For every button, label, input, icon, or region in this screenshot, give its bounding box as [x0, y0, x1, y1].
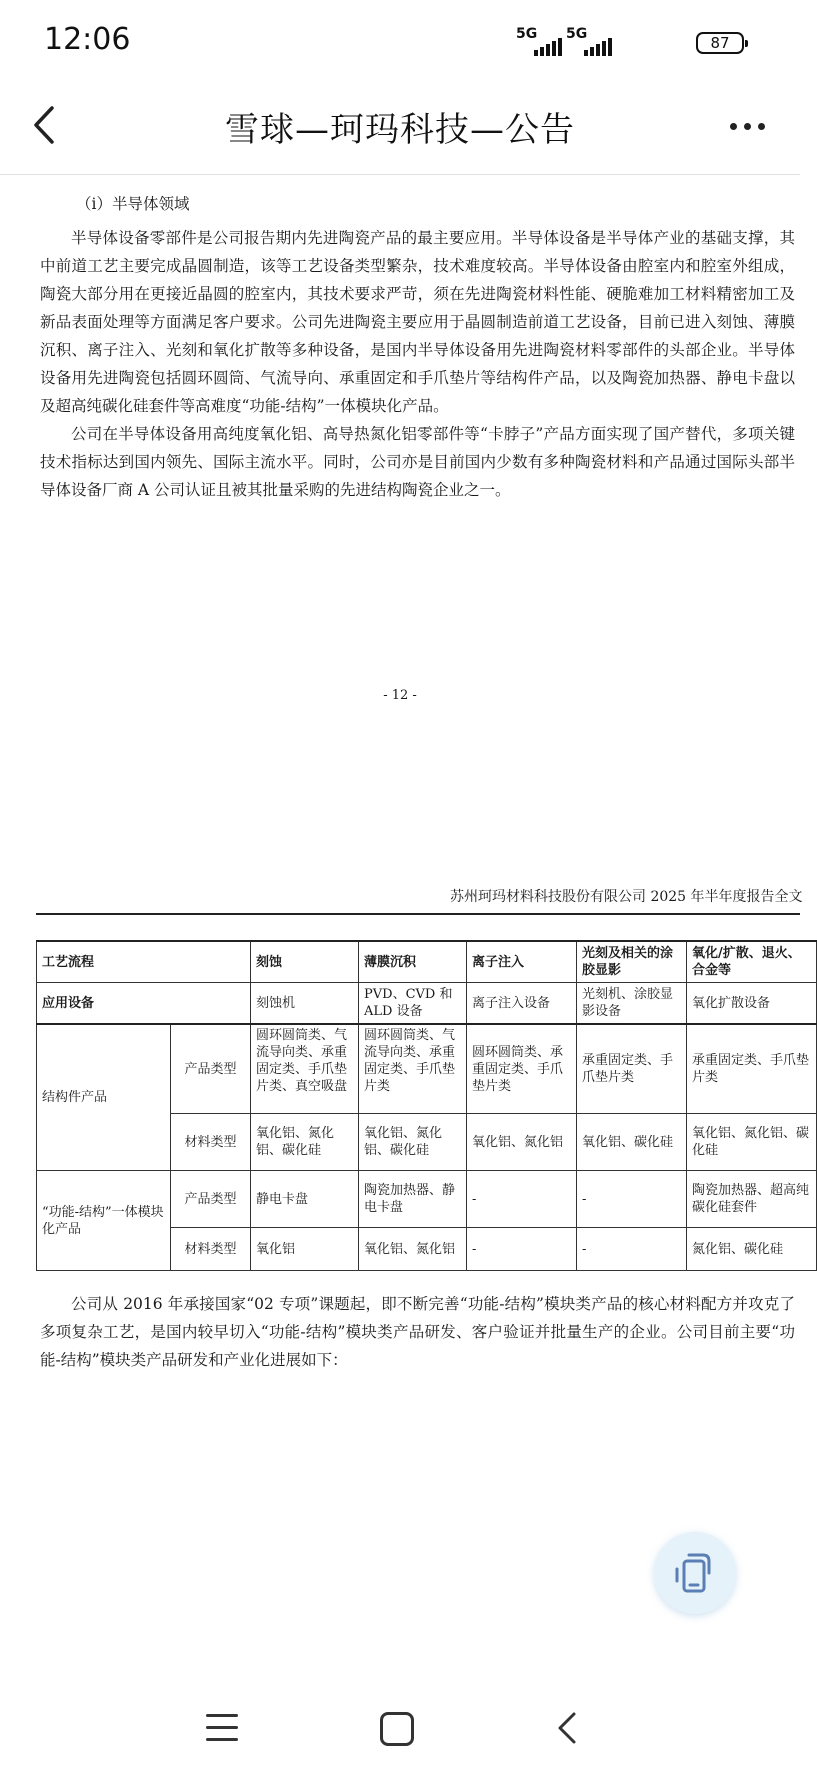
- table-row: [37, 1171, 817, 1228]
- group-label: 结构件产品: [37, 1024, 171, 1171]
- battery-level: 87: [710, 34, 730, 52]
- table-cell: 圆环圆筒类、气流导向类、承重固定类、手爪垫片类、真空吸盘: [251, 1024, 359, 1114]
- section-heading: （i）半导体领域: [76, 195, 190, 213]
- table-cell: 氧化扩散设备: [687, 983, 817, 1025]
- title-bar: [0, 88, 800, 170]
- table-cell: -: [577, 1228, 687, 1271]
- sub-label: 产品类型: [171, 1024, 251, 1114]
- table-header-row: [37, 941, 817, 983]
- title-divider: [0, 174, 800, 175]
- paragraph-3: 公司从 2016 年承接国家“02 专项”课题起，即不断完善“功能-结构”模块类产品的核心材料配方并攻克了多项复杂工艺，是国内较早切入“功能-结构”模块类产品研发、客户验证并批量生产的企业。公司目前主要“功能-结构”模块类产品研发和产业化进展如下：: [40, 1295, 795, 1369]
- header-cell: 工艺流程: [37, 941, 251, 983]
- table-cell: 陶瓷加热器、静电卡盘: [359, 1171, 467, 1228]
- network-type-2: 5G: [566, 26, 588, 42]
- table-row: [37, 1024, 817, 1114]
- header-cell: 刻蚀: [251, 941, 359, 983]
- chevron-left-icon: [552, 1708, 584, 1748]
- more-dots-icon: [730, 123, 737, 130]
- table-cell: -: [467, 1171, 577, 1228]
- table-cell: 氧化铝、氮化铝: [467, 1114, 577, 1171]
- sub-label: 材料类型: [171, 1114, 251, 1171]
- nav-home-button[interactable]: [380, 1712, 414, 1746]
- table-cell: 氧化铝、碳化硅: [577, 1114, 687, 1171]
- signal-1-icon: [516, 28, 564, 56]
- battery-icon: [696, 32, 744, 54]
- table-cell: 圆环圆筒类、承重固定类、手爪垫片类: [467, 1024, 577, 1114]
- report-header-text: 苏州珂玛材料科技股份有限公司 2025 年半年度报告全文: [450, 889, 803, 905]
- table-cell: 氧化铝: [251, 1228, 359, 1271]
- page-title: 雪球—珂玛科技—公告: [225, 110, 575, 150]
- table-cell: 氮化铝、碳化硅: [687, 1228, 817, 1271]
- header-cell: 光刻及相关的涂胶显影: [577, 941, 687, 983]
- process-table: [36, 940, 810, 1257]
- table-cell: -: [467, 1228, 577, 1271]
- nav-back-button[interactable]: [552, 1708, 584, 1748]
- table-cell: 光刻机、涂胶显影设备: [577, 983, 687, 1025]
- header-cell: 离子注入: [467, 941, 577, 983]
- table-cell: PVD、CVD 和 ALD 设备: [359, 983, 467, 1025]
- report-header: [0, 882, 803, 908]
- signal-2-icon: [566, 28, 614, 56]
- table-cell: 离子注入设备: [467, 983, 577, 1025]
- network-type-1: 5G: [516, 26, 538, 42]
- paragraph-1: 半导体设备零部件是公司报告期内先进陶瓷产品的最主要应用。半导体设备是半导体产业的基础支撑，其中前道工艺主要完成晶圆制造，该等工艺设备类型繁杂，技术难度较高。半导体设备由腔室内和腔室外组成，陶瓷大部分用在更接近晶圆的腔室内，其技术要求严苛，须在先进陶瓷材料性能、硬脆难加工材料精密加工及新品表面处理等方面满足客户要求。公司先进陶瓷主要应用于晶圆制造前道工艺设备，目前已进入刻蚀、薄膜沉积、离子注入、光刻和氧化扩散等多种设备，是国内半导体设备用先进陶瓷材料零部件的头部企业。半导体设备用先进陶瓷包括圆环圆筒、气流导向、承重固定和手爪垫片等结构件产品，以及陶瓷加热器、静电卡盘以及超高纯碳化硅套件等高难度“功能-结构”一体模块化产品。: [40, 229, 795, 415]
- table-cell: 氧化铝、氮化铝、碳化硅: [687, 1114, 817, 1171]
- table-cell: 氧化铝、氮化铝: [359, 1228, 467, 1271]
- paragraph-2: 公司在半导体设备用高纯度氧化铝、高导热氮化铝零部件等“卡脖子”产品方面实现了国产替代，多项关键技术指标达到国内领先、国际主流水平。同时，公司亦是目前国内少数有多种陶瓷材料和产品通过国际头部半导体设备厂商 A 公司认证且被其批量采购的先进结构陶瓷企业之一。: [40, 425, 795, 499]
- table-cell: 陶瓷加热器、超高纯碳化硅套件: [687, 1171, 817, 1228]
- more-button[interactable]: [730, 116, 772, 136]
- group-label: “功能-结构”一体模块化产品: [37, 1171, 171, 1271]
- table-cell: 静电卡盘: [251, 1171, 359, 1228]
- table-cell: 承重固定类、手爪垫片类: [577, 1024, 687, 1114]
- status-bar: [0, 0, 800, 80]
- nav-bar: [0, 1672, 800, 1778]
- table-cell: 刻蚀机: [251, 983, 359, 1025]
- table-cell: 圆环圆筒类、气流导向类、承重固定类、手爪垫片类: [359, 1024, 467, 1114]
- table-cell: 氧化铝、氮化铝、碳化硅: [359, 1114, 467, 1171]
- table-cell: 承重固定类、手爪垫片类: [687, 1024, 817, 1114]
- sub-label: 产品类型: [171, 1171, 251, 1228]
- rotate-screen-button[interactable]: [654, 1532, 736, 1614]
- phone-rotate-icon: [675, 1551, 715, 1595]
- menu-icon: [206, 1714, 238, 1717]
- page-number: - 12 -: [383, 688, 417, 703]
- header-cell: 薄膜沉积: [359, 941, 467, 983]
- equipment-label: 应用设备: [37, 983, 251, 1025]
- nav-recents-button[interactable]: [206, 1714, 238, 1742]
- table-cell: -: [577, 1171, 687, 1228]
- status-time: 12:06: [44, 22, 131, 57]
- report-header-rule: [36, 913, 800, 915]
- table-row-equipment: [37, 983, 817, 1025]
- table-cell: 氧化铝、氮化铝、碳化硅: [251, 1114, 359, 1171]
- header-cell: 氧化/扩散、退火、合金等: [687, 941, 817, 983]
- sub-label: 材料类型: [171, 1228, 251, 1271]
